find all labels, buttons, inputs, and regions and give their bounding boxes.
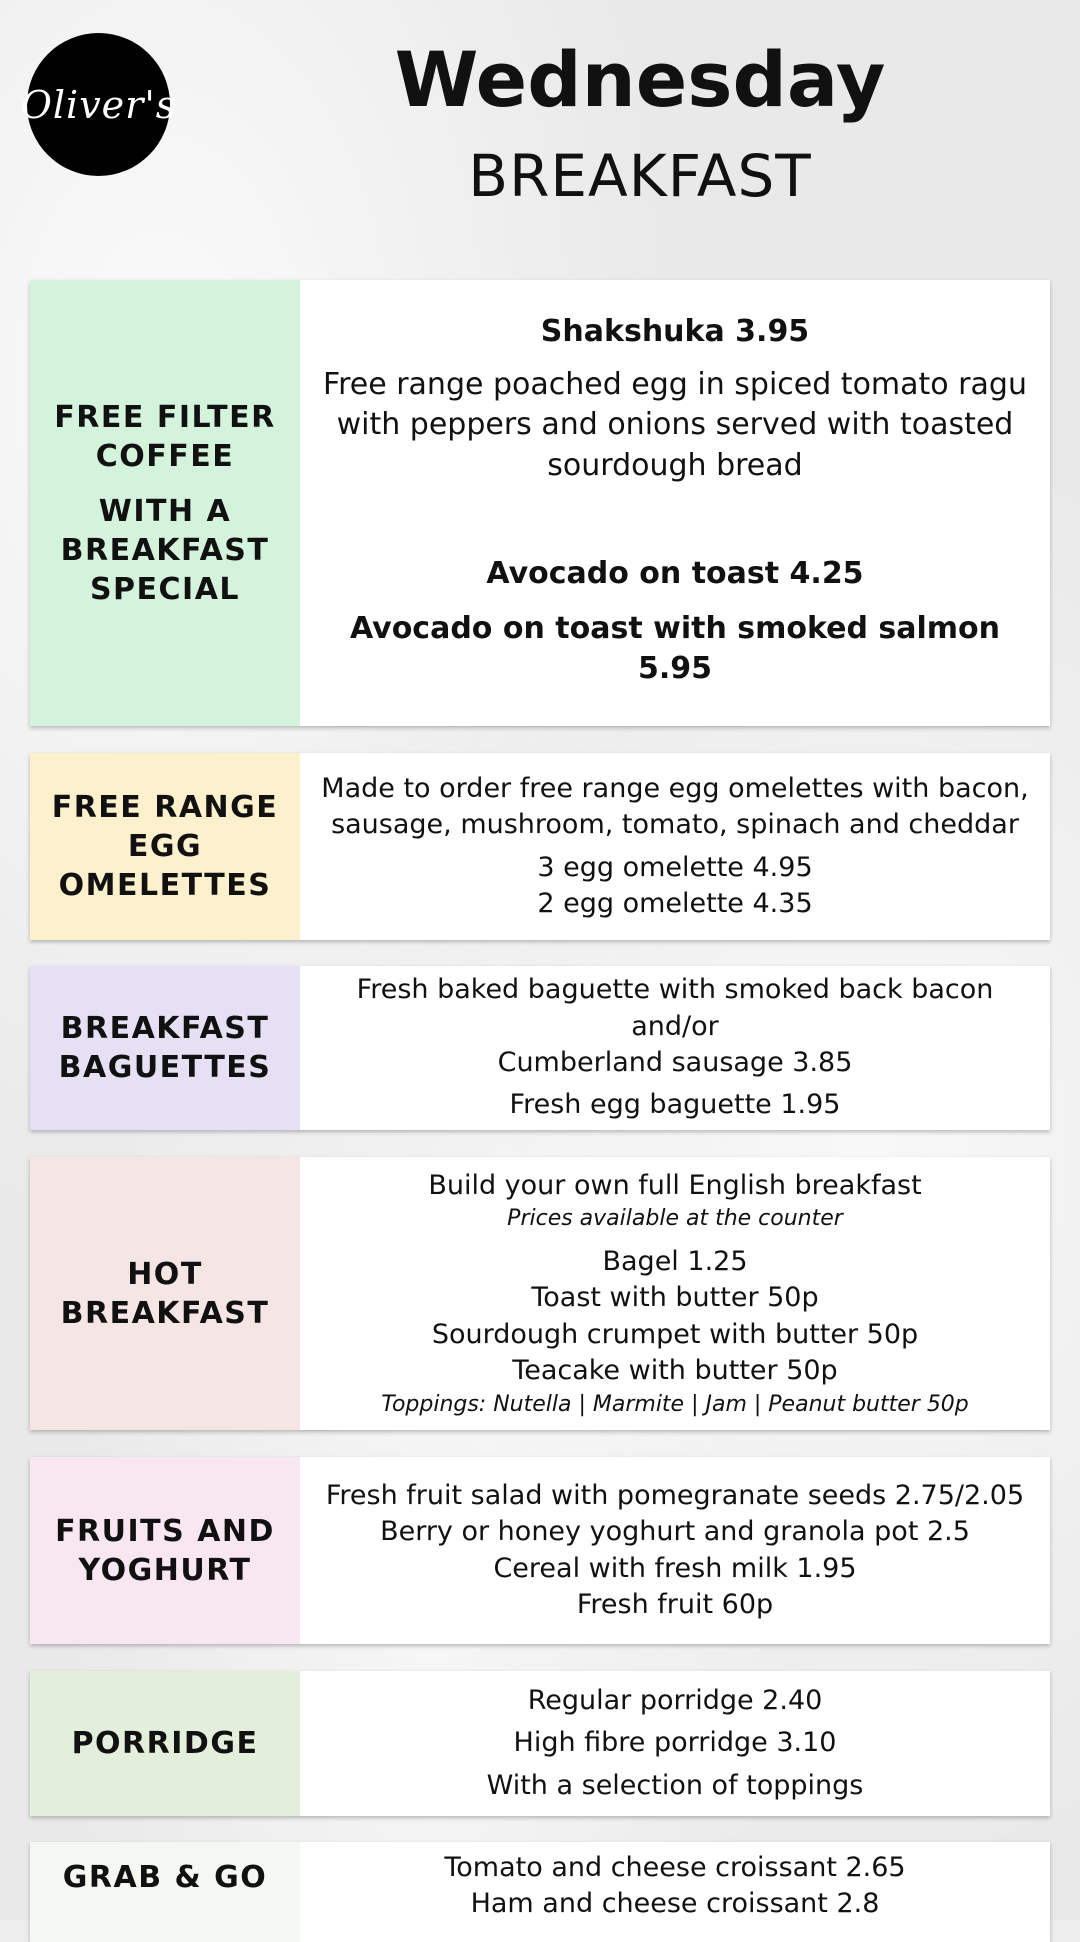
logo-text: Oliver's (20, 82, 177, 127)
menu-item: 2 egg omelette 4.35 (537, 887, 813, 919)
menu-description: sausage, mushroom, tomato, spinach and cheddar (331, 809, 1019, 841)
label-line: BREAKFAST (60, 1011, 270, 1046)
section-coffee-special (30, 280, 1050, 726)
menu-description: with peppers and onions served with toasted (336, 407, 1014, 442)
section-label (30, 1842, 300, 1942)
section-baguettes (30, 966, 1050, 1130)
label-line: COFFEE (95, 438, 235, 474)
section-content (300, 966, 1050, 1130)
menu-item: Fresh baked baguette with smoked back bacon and/or (356, 974, 994, 1042)
label-line: BREAKFAST (60, 1295, 270, 1331)
label-line: EGG (127, 829, 203, 864)
label-line: PORRIDGE (71, 1726, 259, 1761)
section-hot-breakfast (30, 1157, 1050, 1430)
menu-item: Teacake with butter 50p (512, 1355, 838, 1387)
menu-description: Free range poached egg in spiced tomato ragu (323, 366, 1027, 402)
label-line: BREAKFAST (60, 532, 270, 568)
menu-item: Fresh egg baguette 1.95 (509, 1089, 841, 1121)
section-label (30, 280, 300, 726)
menu-description: sourdough bread (547, 447, 803, 483)
olivers-logo (20, 33, 177, 176)
menu-note: Prices available at the counter (507, 1206, 843, 1232)
label-line: WITH A (98, 493, 232, 529)
menu-item: Fresh fruit salad with pomegranate seeds 2.75/2.05 (325, 1479, 1025, 1511)
section-content (300, 1671, 1050, 1816)
menu-item: Cereal with fresh milk 1.95 (493, 1552, 857, 1584)
menu-item: Bagel 1.25 (602, 1245, 748, 1277)
menu-item: Cumberland sausage 3.85 (497, 1047, 853, 1078)
menu-item: Avocado on toast with smoked salmon 5.95 (349, 610, 1000, 686)
label-line: BAGUETTES (58, 1050, 272, 1085)
label-line: FREE RANGE (51, 790, 279, 825)
label-line: OMELETTES (58, 868, 272, 903)
menu-item: Ham and cheese croissant 2.8 (470, 1888, 880, 1920)
menu-item: Fresh fruit 60p (576, 1588, 774, 1620)
section-label (30, 1671, 300, 1816)
section-label (30, 1157, 300, 1430)
menu-item: Toast with butter 50p (531, 1282, 819, 1314)
menu-item: Sourdough crumpet with butter 50p (431, 1318, 919, 1350)
menu-item: Tomato and cheese croissant 2.65 (444, 1852, 906, 1883)
section-label (30, 966, 300, 1130)
menu-note: Toppings: Nutella | Marmite | Jam | Peanut butter 50p (381, 1391, 969, 1417)
day-title: Wednesday (394, 35, 886, 124)
section-label (30, 1457, 300, 1644)
section-label (30, 753, 300, 940)
menu-item: Shakshuka 3.95 (540, 314, 810, 349)
label-line: FRUITS AND (55, 1513, 275, 1549)
section-content (300, 1842, 1050, 1942)
menu-item: High fibre porridge 3.10 (513, 1727, 837, 1759)
label-line: SPECIAL (89, 571, 241, 607)
section-grab-and-go (30, 1842, 1050, 1942)
menu-note: With a selection of toppings (486, 1769, 864, 1801)
menu-description: Made to order free range egg omelettes with bacon, (321, 772, 1029, 804)
label-line: YOGHURT (78, 1552, 252, 1588)
section-omelettes (30, 753, 1050, 940)
menu-item: Avocado on toast 4.25 (486, 556, 864, 591)
label-line: HOT (127, 1256, 203, 1292)
menu-item: 3 egg omelette 4.95 (537, 851, 813, 883)
section-content (300, 1157, 1050, 1430)
menu-item: Regular porridge 2.40 (527, 1684, 823, 1716)
section-porridge (30, 1671, 1050, 1816)
label-line: FREE FILTER (54, 399, 276, 435)
meal-title: BREAKFAST (468, 142, 812, 210)
label-line: GRAB & GO (62, 1860, 268, 1895)
menu-item: Berry or honey yoghurt and granola pot 2.5 (380, 1516, 970, 1548)
section-content (300, 1457, 1050, 1644)
menu-description: Build your own full English breakfast (428, 1169, 922, 1201)
section-content (300, 753, 1050, 940)
section-fruits-yoghurt (30, 1457, 1050, 1644)
section-content (300, 280, 1050, 726)
